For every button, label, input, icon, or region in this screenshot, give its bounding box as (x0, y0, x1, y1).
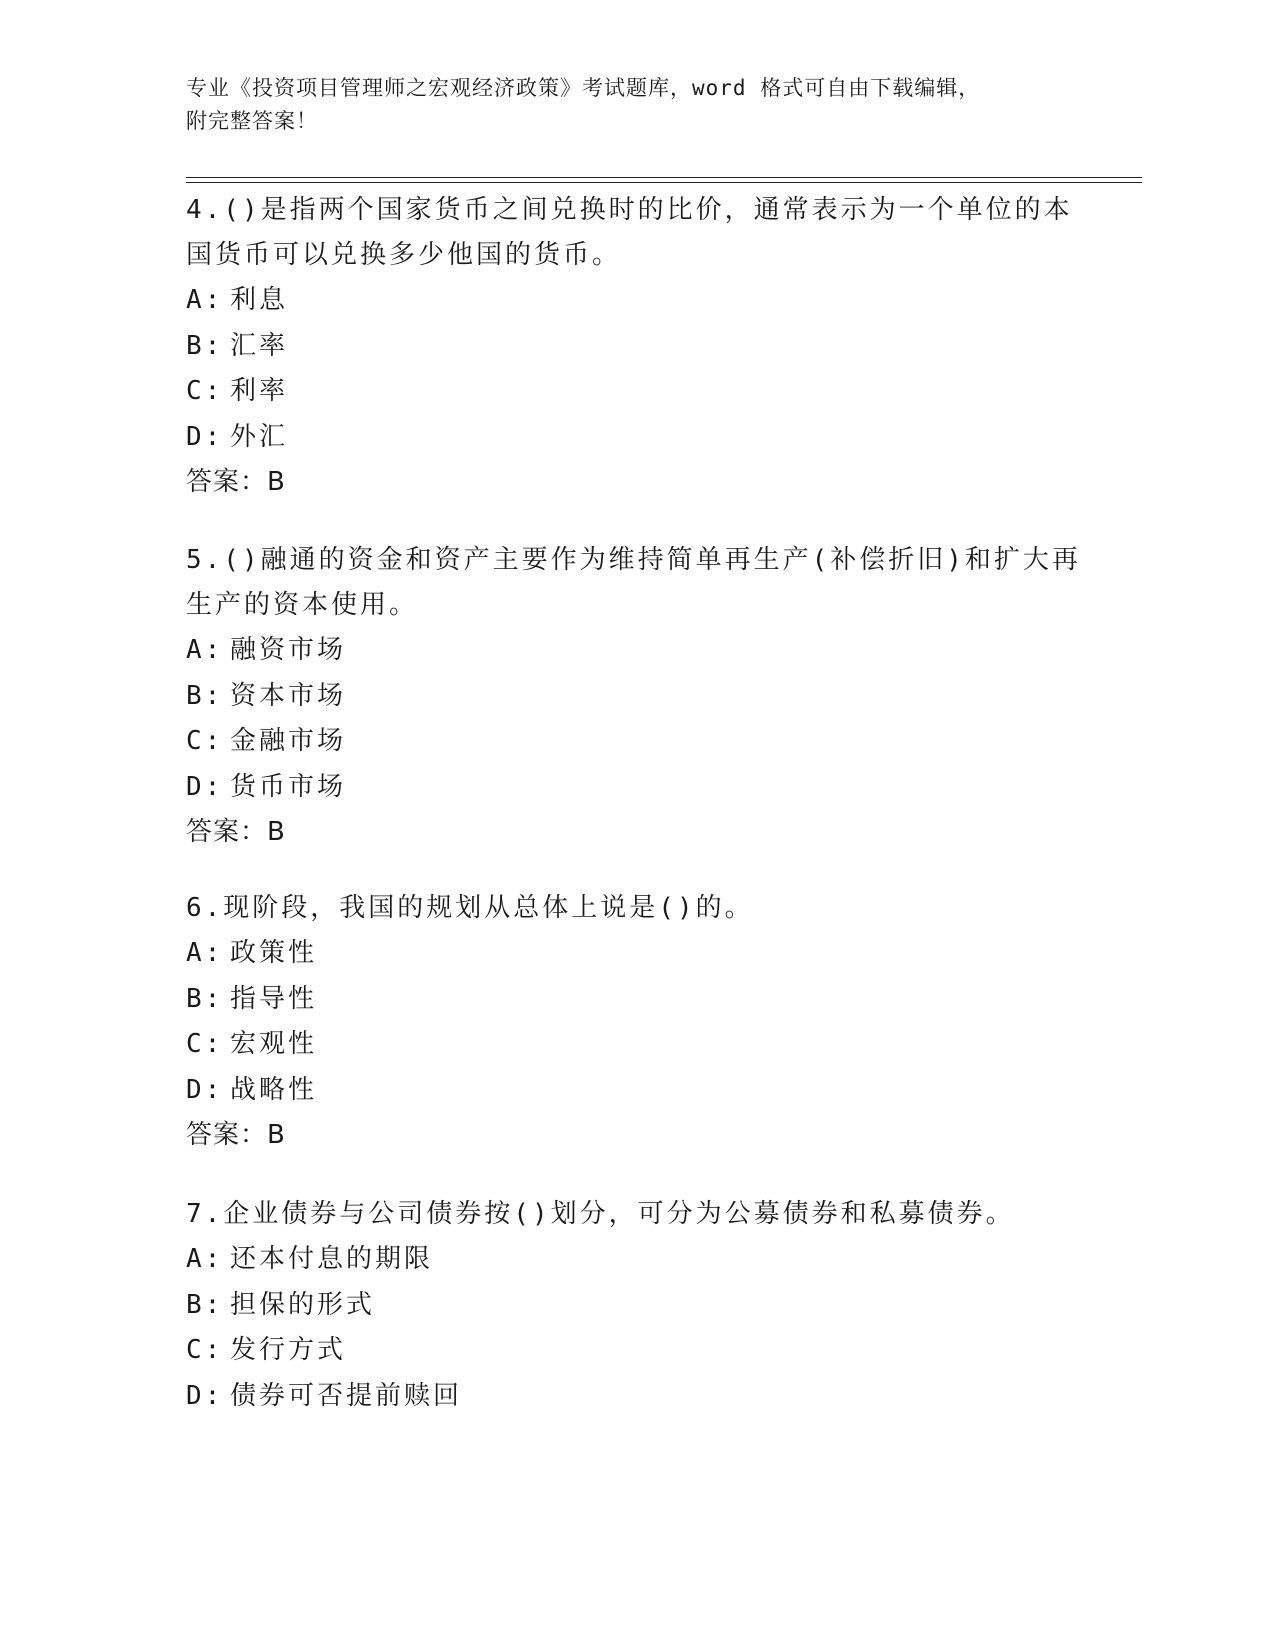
option-d (186, 765, 1086, 811)
option-key: C: (186, 1029, 224, 1059)
option-text: 宏观性 (230, 1029, 318, 1059)
question-6 (186, 886, 1086, 1159)
option-c (186, 719, 1086, 765)
option-key: B: (186, 680, 224, 711)
option-b (186, 324, 1086, 370)
option-text: 债券可否提前赎回 (230, 1380, 463, 1411)
option-key: A: (186, 285, 224, 315)
option-a (186, 1237, 1086, 1283)
option-text: 资本市场 (230, 680, 347, 711)
question-stem-line: 4.()是指两个国家货币之间兑换时的比价，通常表示为一个单位的本 (186, 195, 1073, 225)
option-text: 发行方式 (230, 1335, 347, 1365)
option-key: C: (186, 376, 224, 406)
question-5 (186, 538, 1086, 856)
option-text: 战略性 (230, 1074, 318, 1105)
option-key: A: (186, 1244, 224, 1274)
option-b (186, 1283, 1086, 1329)
option-text: 还本付息的期限 (230, 1244, 434, 1274)
option-text: 金融市场 (230, 726, 347, 756)
question-stem-line: 7.企业债券与公司债券按()划分，可分为公募债券和私募债券。 (186, 1199, 1015, 1229)
option-d (186, 1374, 1086, 1420)
answer-line: 答案：B (186, 467, 286, 497)
option-d (186, 1068, 1086, 1114)
document-header (186, 72, 1066, 138)
option-c (186, 1328, 1086, 1374)
option-a (186, 628, 1086, 674)
answer-line: 答案：B (186, 817, 286, 847)
option-key: B: (186, 983, 224, 1014)
question-4 (186, 188, 1086, 506)
option-c (186, 1022, 1086, 1068)
option-d (186, 415, 1086, 461)
question-7 (186, 1192, 1086, 1419)
option-a (186, 278, 1086, 324)
option-key: B: (186, 330, 224, 361)
option-key: C: (186, 726, 224, 756)
option-key: D: (186, 421, 224, 452)
option-key: A: (186, 635, 224, 665)
header-divider-bottom (186, 182, 1142, 183)
option-a (186, 931, 1086, 977)
option-c (186, 369, 1086, 415)
option-text: 政策性 (230, 938, 318, 968)
question-stem-line: 5.()融通的资金和资产主要作为维持简单再生产(补偿折旧)和扩大再 (186, 545, 1081, 575)
option-key: A: (186, 938, 224, 968)
option-key: B: (186, 1289, 224, 1320)
option-text: 担保的形式 (230, 1289, 376, 1320)
option-text: 货币市场 (230, 771, 347, 802)
option-text: 外汇 (230, 421, 289, 452)
question-stem-line: 6.现阶段，我国的规划从总体上说是()的。 (186, 893, 754, 923)
option-text: 融资市场 (230, 635, 347, 665)
header-line-1: 专业《投资项目管理师之宏观经济政策》考试题库，word 格式可自由下载编辑， (186, 76, 981, 100)
option-text: 利率 (230, 376, 289, 406)
option-b (186, 674, 1086, 720)
option-b (186, 977, 1086, 1023)
option-key: D: (186, 1074, 224, 1105)
option-text: 利息 (230, 285, 289, 315)
question-stem-line: 生产的资本使用。 (186, 590, 419, 620)
option-key: D: (186, 771, 224, 802)
question-stem-line: 国货币可以兑换多少他国的货币。 (186, 240, 622, 270)
header-line-2: 附完整答案！ (186, 109, 318, 133)
option-key: D: (186, 1380, 224, 1411)
answer-line: 答案：B (186, 1120, 286, 1150)
option-text: 指导性 (230, 983, 318, 1014)
header-divider-top (186, 177, 1142, 178)
option-text: 汇率 (230, 330, 289, 361)
option-key: C: (186, 1335, 224, 1365)
